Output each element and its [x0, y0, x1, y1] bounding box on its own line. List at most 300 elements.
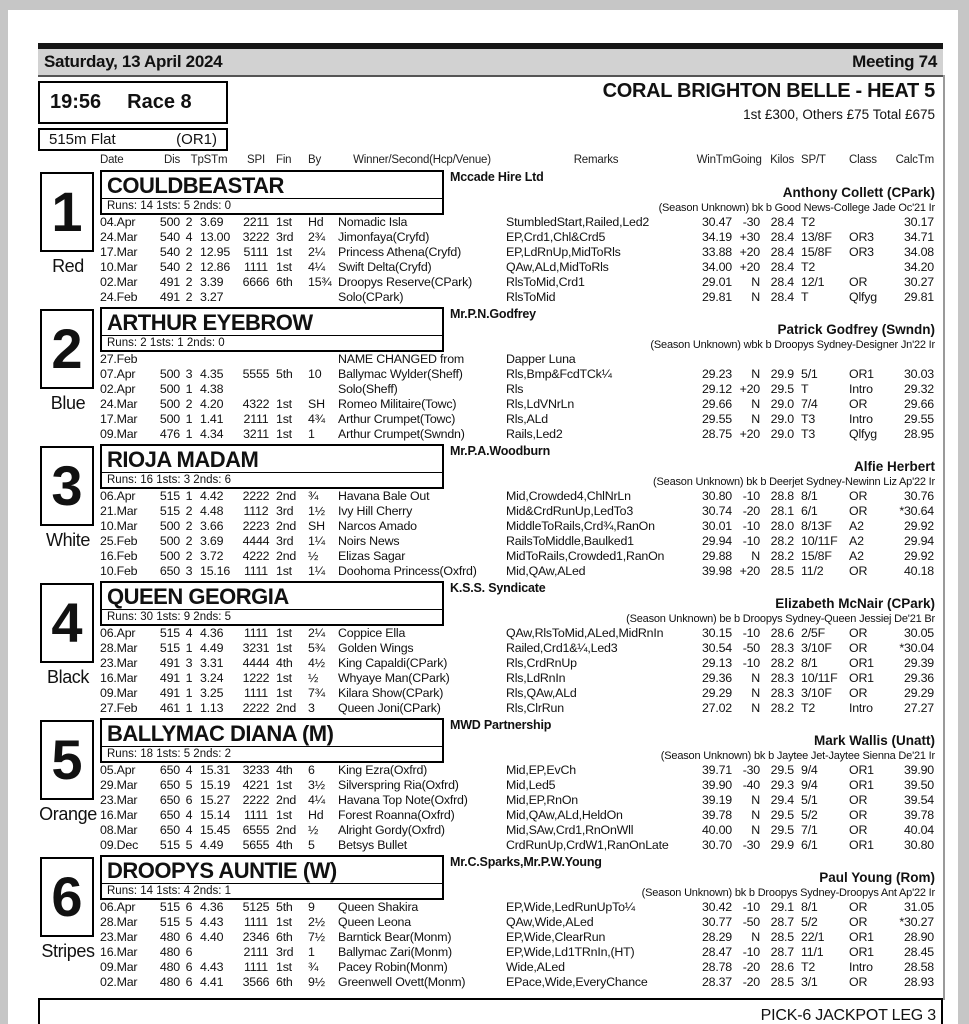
- form-remarks: Mid,EP,RnOn: [506, 793, 578, 808]
- form-trap: 4: [185, 808, 193, 823]
- form-wintm: 30.01: [701, 519, 732, 534]
- form-calctm: 28.95: [903, 427, 934, 442]
- form-winner: Pacey Robin(Monm): [338, 960, 448, 975]
- form-wintm: 39.78: [701, 808, 732, 823]
- form-row: [100, 778, 934, 793]
- form-calctm: 31.05: [903, 900, 934, 914]
- form-distance: 540: [159, 245, 180, 260]
- form-winner: Forest Roanna(Oxfrd): [338, 808, 455, 823]
- race-time: 19:56: [50, 91, 102, 113]
- form-finish: 1st: [276, 427, 292, 442]
- form-finish: 1st: [276, 641, 292, 656]
- form-winner: Betsys Bullet: [338, 838, 408, 853]
- form-sectional: 4.42: [200, 489, 224, 503]
- owner-name: Mr.C.Sparks,Mr.P.W.Young: [450, 855, 602, 869]
- form-wintm: 29.29: [701, 686, 732, 701]
- form-by: 7½: [308, 930, 325, 945]
- breeding-info: (Season Unknown) bk b Droopys Sydney-Droopys Ant Ap'22 Ir: [641, 887, 935, 899]
- runner-block: [38, 170, 943, 307]
- form-going: -10: [742, 519, 760, 534]
- form-distance: 650: [159, 808, 180, 823]
- form-remarks: Wide,ALed: [506, 960, 565, 975]
- form-class: OR: [849, 564, 868, 579]
- form-winner: Elizas Sagar: [338, 549, 406, 564]
- pick6-label: PICK-6 JACKPOT LEG 3: [760, 1007, 936, 1024]
- form-distance: 500: [159, 412, 180, 427]
- form-sp: 8/1: [801, 656, 818, 671]
- runner-name-box: [100, 307, 444, 352]
- runner-block: [38, 718, 943, 855]
- form-sp: 8/1: [801, 900, 818, 914]
- race-title: CORAL BRIGHTON BELLE - HEAT 5: [602, 80, 935, 102]
- col-class: Class: [849, 154, 877, 166]
- form-row: [100, 275, 934, 290]
- form-date: 28.Mar: [100, 641, 138, 656]
- form-going: N: [751, 686, 760, 701]
- form-winner: Ballymac Zari(Monm): [338, 945, 452, 960]
- form-kilos: 28.7: [770, 915, 794, 930]
- form-sectional: 4.36: [200, 900, 224, 914]
- form-date: 02.Mar: [100, 975, 138, 990]
- form-sectional: 3.31: [200, 656, 224, 671]
- breeding-info: (Season Unknown) bk b Good News-College Jade Oc'21 Ir: [658, 202, 935, 214]
- form-sectional: 12.86: [200, 260, 231, 275]
- form-by: 3½: [308, 778, 325, 793]
- form-remarks: EP,Wide,LedRunUpTo¼: [506, 900, 635, 914]
- form-going: N: [751, 275, 760, 290]
- form-sp: 15/8F: [801, 245, 832, 260]
- form-sectional: 4.48: [200, 504, 224, 519]
- form-calctm: 34.08: [903, 245, 934, 260]
- form-winner: Swift Delta(Cryfd): [338, 260, 432, 275]
- runner-name: QUEEN GEORGIA: [107, 584, 289, 609]
- form-sp: 3/10F: [801, 686, 832, 701]
- form-remarks: Mid,Led5: [506, 778, 556, 793]
- form-going: -20: [742, 975, 760, 990]
- form-wintm: 29.12: [701, 382, 732, 397]
- form-sectional: 4.34: [200, 427, 224, 442]
- runner-block: [38, 581, 943, 718]
- form-going: N: [751, 930, 760, 945]
- form-winner: Noirs News: [338, 534, 400, 549]
- form-winner: Jimonfaya(Cryfd): [338, 230, 430, 245]
- form-spi: 4221: [242, 778, 270, 793]
- date-bar: [38, 49, 943, 77]
- form-spi: 5111: [243, 245, 269, 260]
- trainer-name: Anthony Collett (CPark): [782, 185, 935, 200]
- form-going: N: [751, 701, 760, 716]
- form-date: 17.Mar: [100, 245, 138, 260]
- form-trap: 2: [185, 260, 193, 275]
- form-winner: Whyaye Man(CPark): [338, 671, 450, 686]
- form-remarks: EP,Wide,ClearRun: [506, 930, 606, 945]
- form-going: +20: [739, 260, 760, 275]
- form-by: ¾: [308, 960, 319, 975]
- form-by: 9½: [308, 975, 325, 990]
- form-finish: [274, 290, 306, 305]
- col-remarks: Remarks: [573, 154, 619, 166]
- form-by: 6: [308, 763, 315, 777]
- form-remarks: Mid,QAw,ALd,HeldOn: [506, 808, 623, 823]
- form-winner: Kilara Show(CPark): [338, 686, 444, 701]
- form-wintm: 29.81: [701, 290, 732, 305]
- form-class: OR1: [849, 838, 874, 853]
- form-by: 2¼: [308, 626, 325, 640]
- form-trap: 2: [185, 504, 193, 519]
- form-kilos: 28.6: [770, 626, 794, 640]
- form-winner: Alright Gordy(Oxfrd): [338, 823, 445, 838]
- trap-color-label: White: [45, 530, 90, 550]
- form-row: [100, 412, 934, 427]
- form-spi: 4222: [242, 549, 270, 564]
- form-by: 1¼: [308, 534, 325, 549]
- trap-number: 2: [51, 317, 83, 380]
- form-sp: [794, 352, 846, 367]
- form-winner: Narcos Amado: [338, 519, 417, 534]
- form-calctm: 28.90: [903, 930, 934, 945]
- trainer-name: Elizabeth McNair (CPark): [775, 596, 935, 611]
- trap-color-label: Blue: [50, 393, 86, 413]
- form-kilos: 29.5: [770, 382, 794, 397]
- form-distance: 650: [159, 778, 180, 793]
- runners: [38, 170, 943, 992]
- form-trap: 1: [185, 412, 193, 427]
- form-by: 9: [308, 900, 315, 914]
- trap-number: 6: [51, 865, 83, 928]
- form-sp: 10/11F: [801, 534, 838, 549]
- column-headers: [100, 154, 934, 166]
- form-date: 16.Mar: [100, 808, 138, 823]
- form-trap: 4: [185, 230, 193, 245]
- form-sectional: [198, 352, 238, 367]
- form-spi: 1111: [243, 260, 268, 275]
- form-sp: 6/1: [801, 504, 818, 519]
- form-wintm: 28.37: [701, 975, 732, 990]
- form-row: [100, 656, 934, 671]
- form-spi: 2222: [242, 701, 270, 716]
- form-winner: Ivy Hill Cherry: [338, 504, 413, 519]
- form-distance: 491: [159, 686, 180, 701]
- form-distance: 515: [159, 838, 180, 853]
- form-sp: T2: [801, 215, 816, 229]
- trainer-name: Paul Young (Rom): [819, 870, 935, 885]
- form-calctm: 30.76: [903, 489, 934, 503]
- form-trap: 3: [185, 656, 193, 671]
- form-winner: Arthur Crumpet(Swndn): [338, 427, 465, 442]
- form-finish: 2nd: [276, 549, 297, 564]
- form-sectional: 4.43: [200, 915, 224, 930]
- form-calctm: 39.54: [903, 793, 934, 808]
- form-row: [100, 382, 934, 397]
- meeting-number: Meeting 74: [852, 52, 937, 71]
- race-card: [38, 43, 943, 1024]
- form-calctm: *30.27: [899, 915, 934, 930]
- form-row: [100, 367, 934, 382]
- form-row: [100, 686, 934, 701]
- form-spi: 1111: [243, 564, 268, 579]
- form-class: OR: [849, 900, 868, 914]
- form-class: OR: [849, 823, 868, 838]
- form-calctm: 29.94: [903, 534, 934, 549]
- form-sp: T2: [801, 960, 816, 975]
- form-wintm: 30.74: [701, 504, 732, 519]
- form-spi: 4322: [242, 397, 270, 412]
- form-finish: 1st: [276, 215, 292, 229]
- form-by: Hd: [308, 808, 324, 823]
- form-date: 02.Apr: [100, 382, 136, 397]
- form-class: Intro: [849, 382, 873, 397]
- runner-stats: Runs: 16 1sts: 3 2nds: 6: [102, 472, 442, 487]
- form-sectional: 3.25: [200, 686, 224, 701]
- runner-name: BALLYMAC DIANA (M): [107, 721, 334, 746]
- form-by: 4¾: [308, 412, 325, 427]
- col-calctm: CalcTm: [895, 154, 934, 166]
- form-row: [100, 763, 934, 778]
- form-date: 09.Mar: [100, 686, 138, 701]
- form-going: +20: [739, 245, 760, 260]
- trap-color-label: Red: [52, 256, 84, 276]
- form-rows: [100, 900, 934, 991]
- form-going: +30: [739, 230, 760, 245]
- form-date: 09.Dec: [100, 838, 139, 853]
- form-going: +20: [739, 564, 760, 579]
- form-calctm: 29.81: [903, 290, 934, 305]
- form-calctm: 40.18: [903, 564, 934, 579]
- form-finish: 4th: [276, 838, 293, 853]
- form-remarks: Rls,ClrRun: [506, 701, 564, 716]
- form-finish: 2nd: [276, 793, 297, 808]
- form-remarks: Mid,EP,EvCh: [506, 763, 576, 777]
- form-distance: [148, 352, 180, 367]
- form-by: [306, 290, 338, 305]
- form-sectional: 3.72: [200, 549, 224, 564]
- form-trap: 1: [185, 671, 193, 686]
- form-kilos: 28.4: [770, 290, 794, 305]
- form-wintm: 33.88: [701, 245, 732, 260]
- form-spi: 1112: [243, 504, 269, 519]
- form-sp: 10/11F: [801, 671, 838, 686]
- form-sp: 12/1: [801, 275, 825, 290]
- form-sectional: 4.35: [200, 367, 224, 382]
- form-distance: 515: [159, 626, 180, 640]
- form-date: 16.Feb: [100, 549, 138, 564]
- form-distance: 650: [159, 763, 180, 777]
- form-remarks: Mid&CrdRunUp,LedTo3: [506, 504, 634, 519]
- form-remarks: RailsToMiddle,Baulked1: [506, 534, 634, 549]
- form-remarks: RlsToMid: [506, 290, 556, 305]
- form-row: [100, 793, 934, 808]
- form-calctm: 29.55: [903, 412, 934, 427]
- runner-name-box: [100, 718, 444, 763]
- form-date: 24.Mar: [100, 397, 138, 412]
- form-class: OR: [849, 793, 868, 808]
- owner-name: Mr.P.N.Godfrey: [450, 307, 536, 321]
- form-trap: 6: [185, 930, 193, 945]
- form-calctm: [888, 352, 934, 367]
- form-sp: 6/1: [801, 838, 818, 853]
- form-sp: T3: [801, 427, 816, 442]
- form-wintm: 29.36: [701, 671, 732, 686]
- owner-name: MWD Partnership: [450, 718, 552, 732]
- form-date: 28.Mar: [100, 915, 138, 930]
- form-winner: Greenwell Ovett(Monm): [338, 975, 466, 990]
- form-trap: 6: [185, 945, 193, 960]
- form-date: 24.Feb: [100, 290, 138, 305]
- form-finish: 3rd: [276, 945, 294, 960]
- form-sectional: 15.19: [200, 778, 231, 793]
- form-winner: Queen Shakira: [338, 900, 419, 914]
- form-by: 3: [308, 701, 315, 716]
- form-distance: 480: [159, 975, 180, 990]
- form-going: [732, 352, 760, 367]
- form-class: OR: [849, 686, 868, 701]
- form-remarks: Rls,CrdRnUp: [506, 656, 577, 671]
- form-sp: T2: [801, 260, 816, 275]
- form-sp: 11/2: [801, 564, 824, 579]
- race-header: [38, 77, 943, 149]
- pick6-footer-box: [38, 998, 943, 1024]
- form-distance: 500: [159, 534, 180, 549]
- form-calctm: 29.39: [903, 656, 934, 671]
- form-by: 5: [308, 838, 315, 853]
- form-winner: Silverspring Ria(Oxfrd): [338, 778, 459, 793]
- form-finish: 1st: [276, 960, 292, 975]
- form-wintm: 34.00: [701, 260, 732, 275]
- form-spi: 2111: [243, 945, 269, 960]
- form-date: 25.Feb: [100, 534, 138, 549]
- form-winner: Doohoma Princess(Oxfrd): [338, 564, 477, 579]
- form-trap: 3: [185, 564, 193, 579]
- trap-number: 5: [51, 728, 83, 791]
- runner-name: COULDBEASTAR: [107, 173, 284, 198]
- form-calctm: 39.90: [903, 763, 934, 777]
- form-row: [100, 489, 934, 504]
- form-winner: Nomadic Isla: [338, 215, 408, 229]
- form-date: 27.Feb: [100, 701, 138, 716]
- form-remarks: Mid,Crowded4,ChlNrLn: [506, 489, 631, 503]
- form-date: 10.Feb: [100, 564, 138, 579]
- form-distance: 491: [159, 656, 180, 671]
- trap-number-box: [40, 172, 94, 252]
- form-trap: 4: [185, 763, 193, 777]
- form-sp: 13/8F: [801, 230, 832, 245]
- trap-number: 1: [51, 180, 83, 243]
- form-spi: 1111: [243, 915, 268, 930]
- form-spi: 6666: [242, 275, 270, 290]
- meeting-date: Saturday, 13 April 2024: [44, 52, 223, 71]
- form-trap: 4: [185, 626, 193, 640]
- form-date: 27.Feb: [100, 352, 138, 366]
- form-class: Intro: [849, 960, 873, 975]
- form-row: [100, 290, 934, 305]
- form-kilos: 28.3: [770, 641, 794, 656]
- form-sp: T2: [801, 701, 816, 716]
- form-kilos: 29.4: [770, 793, 794, 808]
- form-trap: 2: [185, 245, 193, 260]
- form-spi: 5655: [242, 838, 270, 853]
- form-rows: [100, 626, 934, 717]
- form-finish: 1st: [276, 778, 292, 793]
- form-class: OR1: [849, 763, 874, 777]
- form-kilos: 28.2: [770, 701, 794, 716]
- form-finish: 4th: [276, 656, 293, 671]
- form-going: -10: [742, 900, 760, 914]
- form-distance: 480: [159, 960, 180, 975]
- form-trap: 4: [185, 823, 193, 838]
- race-time-box: [38, 81, 228, 124]
- runner-block: [38, 307, 943, 444]
- form-sp: 7/4: [801, 397, 818, 412]
- form-class: OR: [849, 975, 868, 990]
- form-kilos: 29.3: [770, 778, 794, 793]
- form-class: OR: [849, 275, 868, 290]
- form-finish: [274, 382, 306, 397]
- form-spi: 3233: [242, 763, 270, 777]
- trainer-name: Mark Wallis (Unatt): [813, 733, 935, 748]
- col-dis: Dis: [163, 154, 180, 166]
- form-sectional: 4.49: [200, 641, 224, 656]
- form-remarks: QAw,ALd,MidToRls: [506, 260, 609, 275]
- col-wintm: WinTm: [696, 154, 732, 166]
- form-going: -20: [742, 960, 760, 975]
- form-calctm: 29.36: [903, 671, 934, 686]
- form-sp: T3: [801, 412, 816, 427]
- form-spi: 4444: [242, 656, 270, 671]
- form-winner: Havana Top Note(Oxfrd): [338, 793, 468, 808]
- form-spi: 2223: [242, 519, 270, 534]
- form-kilos: 28.2: [770, 534, 794, 549]
- form-calctm: 34.71: [903, 230, 934, 245]
- form-distance: 540: [159, 230, 180, 245]
- form-kilos: 28.3: [770, 686, 794, 701]
- form-wintm: 30.47: [701, 215, 732, 229]
- form-sp: 3/10F: [801, 641, 832, 656]
- form-sectional: 1.41: [200, 412, 224, 427]
- form-trap: 6: [185, 960, 193, 975]
- form-kilos: 29.1: [770, 900, 794, 914]
- trap-number-box: [40, 309, 94, 389]
- form-remarks: Railed,Crd1&¼,Led3: [506, 641, 618, 656]
- form-by: 1: [308, 427, 315, 442]
- form-kilos: 29.9: [770, 367, 794, 382]
- form-row: [100, 626, 934, 641]
- form-sp: 22/1: [801, 930, 825, 945]
- form-finish: 1st: [276, 808, 292, 823]
- form-remarks: QAw,Wide,ALed: [506, 915, 594, 930]
- form-by: ½: [308, 823, 319, 838]
- runner-name-box: [100, 581, 444, 626]
- form-trap: 2: [185, 290, 193, 305]
- form-calctm: 29.66: [903, 397, 934, 412]
- form-date: 17.Mar: [100, 412, 138, 427]
- form-remarks: EP,LdRnUp,MidToRls: [506, 245, 621, 260]
- form-class: A2: [849, 534, 864, 549]
- form-remarks: Rls,LdRnIn: [506, 671, 566, 686]
- form-finish: 3rd: [276, 504, 294, 519]
- form-distance: 540: [159, 260, 180, 275]
- form-class: OR1: [849, 930, 874, 945]
- form-row: [100, 215, 934, 230]
- form-spi: 3222: [242, 230, 270, 245]
- form-finish: 1st: [276, 564, 292, 579]
- form-finish: 3rd: [276, 230, 294, 245]
- form-kilos: 28.4: [770, 260, 794, 275]
- form-class: Intro: [849, 412, 873, 427]
- form-going: -10: [742, 534, 760, 549]
- form-remarks: EP,Crd1,Chl&Crd5: [506, 230, 606, 245]
- owner-name: Mccade Hire Ltd: [450, 170, 544, 184]
- form-spi: 1111: [243, 960, 268, 975]
